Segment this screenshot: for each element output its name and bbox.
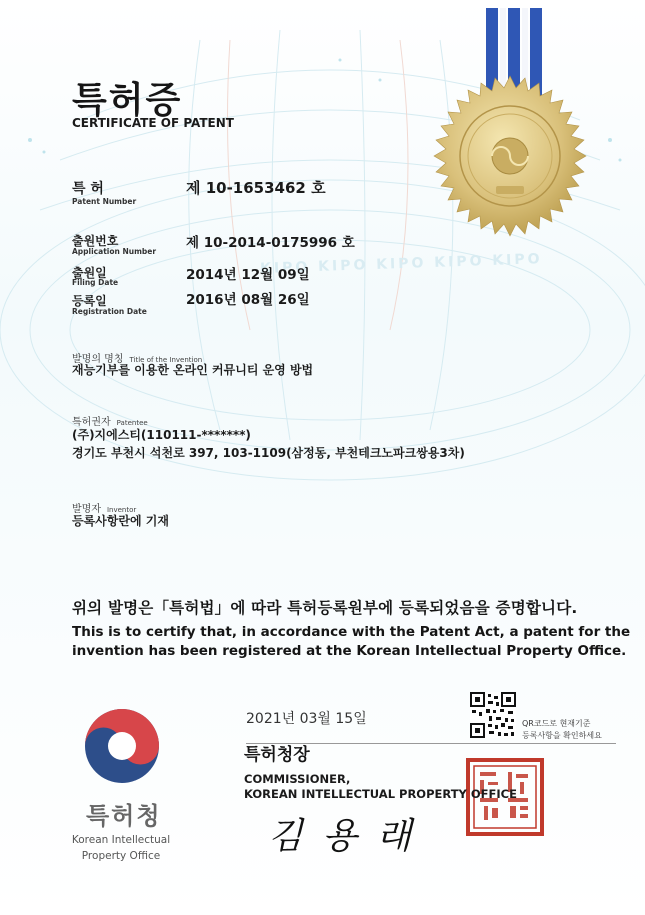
gold-seal-icon xyxy=(434,76,586,236)
inventor-label-en: Inventor xyxy=(106,506,137,514)
certification-statement-ko: 위의 발명은「특허법」에 따라 특허등록원부에 등록되었음을 증명합니다. xyxy=(72,599,578,617)
filing-date-label: 출원일 xyxy=(72,266,107,280)
patent-number-value: 제 10-1653462 호 xyxy=(186,179,326,197)
application-number-label-en: Application Number xyxy=(72,247,157,256)
patentee-label-en: Patentee xyxy=(116,419,148,427)
commissioner-title: 특허청장 xyxy=(244,745,310,765)
qr-code xyxy=(470,692,516,738)
kipo-watermark: KIPO KIPO KIPO KIPO KIPO xyxy=(259,251,543,277)
qr-note-line-2: 등록사항을 확인하세요 xyxy=(522,731,602,740)
invention-title-value: 재능기부를 이용한 온라인 커뮤니티 운영 방법 xyxy=(72,363,314,377)
kipo-name-en-1: Korean Intellectual xyxy=(71,834,171,846)
commissioner-title-en-2: KOREAN INTELLECTUAL PROPERTY OFFICE xyxy=(244,787,517,801)
issue-date: 2021년 03월 15일 xyxy=(246,711,367,727)
registration-date-label-en: Registration Date xyxy=(72,307,147,316)
application-number-label: 출원번호 xyxy=(72,234,119,248)
commissioner-signature: 김 용 래 xyxy=(268,816,416,857)
patentee-label: 특허권자 xyxy=(72,417,111,428)
certificate-title: 특허증 xyxy=(72,80,183,121)
filing-date-label-en: Filing Date xyxy=(72,278,119,287)
kipo-logo-icon xyxy=(85,709,159,783)
inventor-label: 발명자 xyxy=(72,504,101,515)
certificate-subtitle: CERTIFICATE OF PATENT xyxy=(72,116,234,130)
inventor-value: 등록사항란에 기재 xyxy=(72,514,169,528)
invention-title-label: 발명의 명칭 xyxy=(72,354,124,365)
invention-title-label-en: Title of the Invention xyxy=(129,356,203,364)
application-number-value: 제 10-2014-0175996 호 xyxy=(186,235,355,251)
registration-date-label: 등록일 xyxy=(72,294,107,308)
kipo-name-en-2: Property Office xyxy=(81,850,161,862)
patentee-name: (주)지에스티(110111-*******) xyxy=(72,428,251,442)
commissioner-title-en-1: COMMISSIONER, xyxy=(244,772,351,786)
patentee-address: 경기도 부천시 석천로 397, 103-1109(삼정동, 부천테크노파크쌍용3차) xyxy=(72,446,465,460)
certification-statement-en-1: This is to certify that, in accordance with the Patent Act, a patent for the xyxy=(72,624,631,640)
kipo-name-ko: 특허청 xyxy=(86,802,162,830)
qr-note-line-1: QR코드로 현재기준 xyxy=(522,719,591,728)
certification-statement-en-2: invention has been registered at the Korean Intellectual Property Office. xyxy=(72,643,627,659)
patent-number-label-en: Patent Number xyxy=(72,197,137,206)
patent-number-label: 특 허 xyxy=(72,181,104,197)
registration-date-value: 2016년 08월 26일 xyxy=(186,292,310,308)
filing-date-value: 2014년 12월 09일 xyxy=(186,267,310,283)
